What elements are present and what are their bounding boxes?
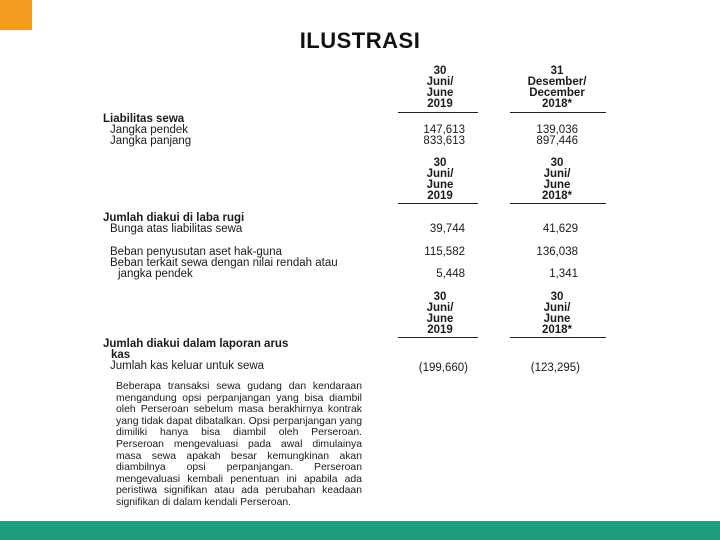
row-value-col2: (123,295) xyxy=(530,362,580,374)
header-line: 30 xyxy=(550,291,564,303)
header3-rule-col2 xyxy=(510,337,606,338)
bottom-bar xyxy=(0,521,720,540)
header2-col1 xyxy=(405,158,475,202)
row-value-col1: 39,744 xyxy=(429,223,465,235)
section3-heading-continued: kas xyxy=(111,349,131,361)
header-line: December xyxy=(529,87,585,99)
header-line: Juni/ xyxy=(426,168,454,180)
header2-rule-col1 xyxy=(398,203,478,204)
slide-title: ILUSTRASI xyxy=(299,28,421,53)
header-line: 30 xyxy=(550,157,564,169)
row-value-col1: 833,613 xyxy=(423,135,465,147)
row-value-col2: 136,038 xyxy=(536,246,578,258)
header-line: June xyxy=(543,179,571,191)
header3-col2 xyxy=(512,292,602,336)
header-line: 2019 xyxy=(427,98,453,110)
row-value-col2: 897,446 xyxy=(536,135,578,147)
row-value-col2: 1,341 xyxy=(549,268,578,280)
header-line: Juni/ xyxy=(543,168,571,180)
header-line: 30 xyxy=(433,65,447,77)
section2-heading: Jumlah diakui di laba rugi xyxy=(103,212,245,224)
row-value-col1: 5,448 xyxy=(436,268,465,280)
header3-col1 xyxy=(405,292,475,336)
header-line: 2018* xyxy=(541,324,573,336)
row-value-col2: 139,036 xyxy=(536,124,578,136)
row-label: Beban penyusutan aset hak-guna xyxy=(110,246,282,258)
row-value-col1: 147,613 xyxy=(423,124,465,136)
header2-col2 xyxy=(512,158,602,202)
header1-col1 xyxy=(405,66,475,110)
header2-rule-col2 xyxy=(510,203,606,204)
header-line: June xyxy=(426,87,454,99)
section3-heading: Jumlah diakui dalam laporan arus xyxy=(103,338,289,350)
row-label: Beban terkait sewa dengan nilai rendah atau xyxy=(110,257,338,269)
row-label: Bunga atas liabilitas sewa xyxy=(110,223,243,235)
row-value-col1: 115,582 xyxy=(424,246,465,258)
header-line: 30 xyxy=(433,291,447,303)
header-line: Juni/ xyxy=(426,76,454,88)
header1-col2 xyxy=(512,66,602,110)
header1-rule-col2 xyxy=(510,112,606,113)
row-label: Jangka pendek xyxy=(110,124,189,136)
header-line: Juni/ xyxy=(426,302,454,314)
header-line: 31 xyxy=(550,65,564,77)
explanation-paragraph: Beberapa transaksi sewa gudang dan kendaraan mengandung opsi perpanjangan yang bisa diambil oleh Perseroan sebelum masa berakhirnya kontrak yang tidak dapat dibatalkan. Opsi perpanjangan yang dimiliki hanya bisa diambil oleh Perseroan. Perseroan mengevaluasi pada awal dimulainya masa sewa apakah besar kemungkinan akan diambilnya opsi perpanjangan. Perseroan mengevaluasi kembali penentuan ini apabila ada peristiwa signifikan atau ada perubahan keadaan signifikan di dalam kendali Perseroan. xyxy=(116,381,362,508)
row-value-col2: 41,629 xyxy=(542,223,578,235)
header3-rule-col1 xyxy=(398,337,478,338)
header1-rule-col1 xyxy=(398,112,478,113)
header-line: June xyxy=(426,313,454,325)
section1-heading: Liabilitas sewa xyxy=(103,113,185,125)
header-line: 2019 xyxy=(427,324,453,336)
header-line: 2018* xyxy=(541,190,573,202)
header-line: June xyxy=(426,179,454,191)
header-line: 2019 xyxy=(427,190,453,202)
header-line: 2018* xyxy=(541,98,573,110)
header-line: Juni/ xyxy=(543,302,571,314)
row-label-continued: jangka pendek xyxy=(118,268,193,280)
header-line: 30 xyxy=(433,157,447,169)
header-line: Desember/ xyxy=(527,76,587,88)
row-value-col1: (199,660) xyxy=(418,362,468,374)
row-label: Jumlah kas keluar untuk sewa xyxy=(110,360,265,372)
header-line: June xyxy=(543,313,571,325)
row-label: Jangka panjang xyxy=(110,135,192,147)
